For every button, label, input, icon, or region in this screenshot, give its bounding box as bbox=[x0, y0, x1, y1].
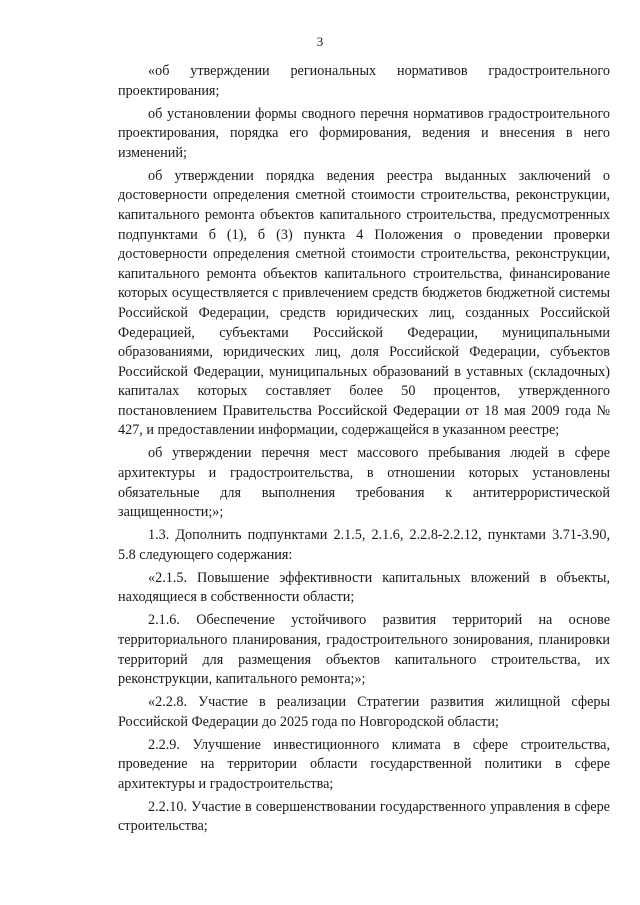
paragraph: 2.1.6. Обеспечение устойчивого развития территорий на основе территориального планирования, градостроительного зонирования, планировки территорий для размещения объектов капитального строительства, их реконструкции, капитального ремонта;»; bbox=[118, 612, 610, 688]
paragraph: 2.2.9. Улучшение инвестиционного климата в сфере строительства, проведение на территории области государственной политики в сфере архитектуры и градостроительства; bbox=[118, 736, 610, 792]
paragraph: «2.2.8. Участие в реализации Стратегии развития жилищной сферы Российской Федерации до 2025 года по Новгородской области; bbox=[118, 694, 610, 730]
paragraph: «2.1.5. Повышение эффективности капитальных вложений в объекты, находящиеся в собственности области; bbox=[118, 569, 610, 606]
paragraph: об установлении формы сводного перечня нормативов градостроительного проектирования, порядка его формирования, ведения и внесения в него изменений; bbox=[118, 105, 610, 161]
page-number: 3 bbox=[316, 34, 324, 49]
paragraph: об утверждении порядка ведения реестра выданных заключений о достоверности определения сметной стоимости строительства, реконструкции, капитального ремонта объектов капитального строительства, предусмотренных подпунктами б (1), б (3) пункта 4 Положения о проведении проверки достоверности определения сметной стоимости строительства, реконструкции, капитального ремонта объектов капитального строительства, финансирование которых осуществляется с привлечением средств бюджетов бюджетной системы Российской Федерации, средств юридических лиц, созданных Российской Федерацией, субъектами Российской Федерации, муниципальными образованиями, юридических лиц, доля Российской Федерации, субъектов Российской Федерации, муниципальных образований в уставных (складочных) капиталах которых составляет более 50 процентов, утвержденного постановлением Правительства Российской Федерации от 18 мая 2009 года № 427, и предоставлении информации, содержащейся в указанном реестре; bbox=[118, 167, 610, 439]
document-body bbox=[118, 62, 610, 837]
paragraph: 2.2.10. Участие в совершенствовании государственного управления в сфере строительства; bbox=[118, 798, 610, 835]
paragraph: «об утверждении региональных нормативов градостроительного проектирования; bbox=[118, 63, 610, 99]
paragraph: об утверждении перечня мест массового пребывания людей в сфере архитектуры и градостроительства, в отношении которых установлены обязательные для выполнения требования к антитеррористической защищенности;»; bbox=[118, 445, 610, 521]
paragraph: 1.3. Дополнить подпунктами 2.1.5, 2.1.6, 2.2.8-2.2.12, пунктами 3.71-3.90, 5.8 следующего содержания: bbox=[118, 527, 610, 563]
